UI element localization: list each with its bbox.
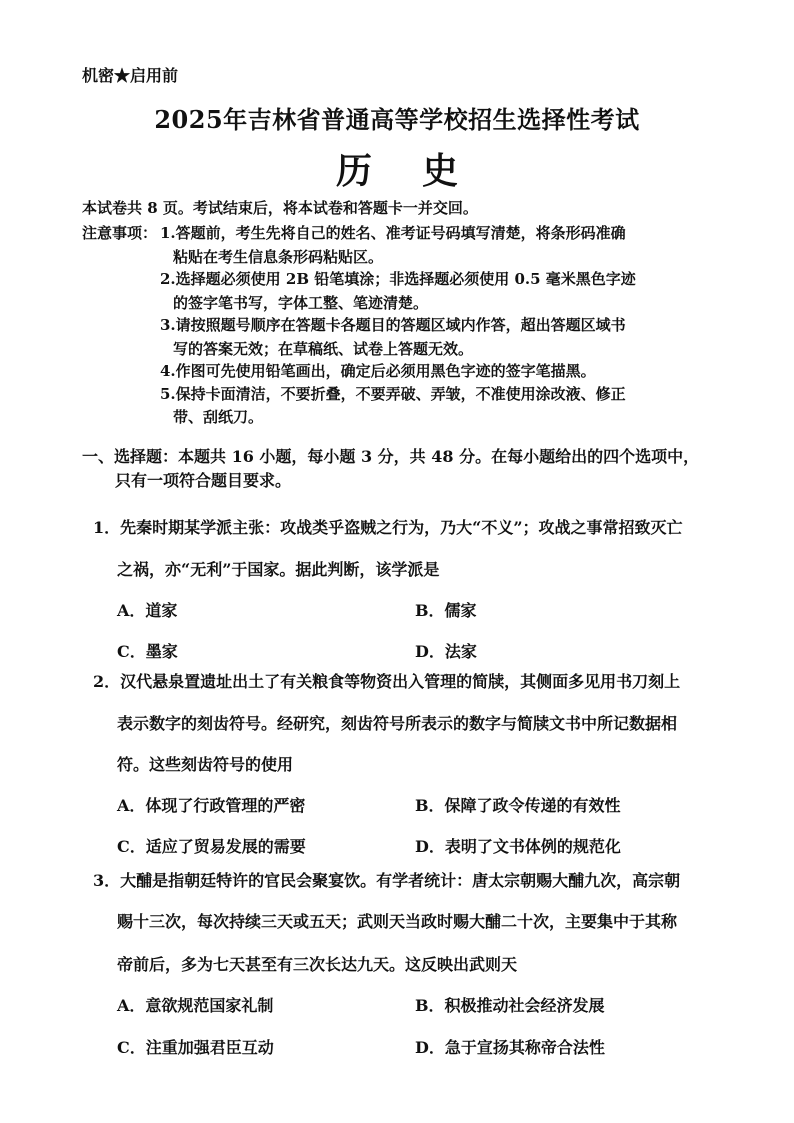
exam-title: 2025年吉林省普通高等学校招生选择性考试: [154, 105, 640, 134]
question-1-stem: 1．先秦时期某学派主张：攻战类乎盗贼之行为，乃大“不义”；攻战之事常招致灭亡: [93, 518, 683, 537]
notice-line: 粘贴在考生信息条形码粘贴区。: [173, 248, 384, 266]
question-3-option-a[interactable]: A．意欲规范国家礼制: [117, 996, 274, 1015]
question-2-stem: 2．汉代悬泉置遗址出土了有关粮食等物资出入管理的简牍，其侧面多见用书刀刻上: [93, 672, 681, 691]
notice-line: 写的答案无效；在草稿纸、试卷上答题无效。: [173, 340, 474, 358]
notice-line: 的签字笔书写，字体工整、笔迹清楚。: [173, 294, 429, 312]
question-3-stem-cont: 赐十三次，每次持续三天或五天；武则天当政时赐大酺二十次，主要集中于其称: [117, 912, 678, 931]
question-3-stem: 3．大酺是指朝廷特许的官民会聚宴饮。有学者统计：唐太宗朝赐大酺九次，高宗朝: [93, 871, 681, 890]
exam-intro: 本试卷共 8 页。考试结束后，将本试卷和答题卡一并交回。: [82, 199, 478, 217]
notice-line: 4.作图可先使用铅笔画出，确定后必须用黑色字迹的签字笔描黑。: [160, 362, 596, 380]
notice-line: 1.答题前，考生先将自己的姓名、准考证号码填写清楚，将条形码准确: [160, 224, 626, 242]
question-2-option-a[interactable]: A．体现了行政管理的严密: [117, 796, 306, 815]
confidential-mark: 机密★启用前: [82, 66, 179, 85]
notice-line: 带、刮纸刀。: [173, 408, 264, 426]
question-1-option-c[interactable]: C．墨家: [117, 642, 178, 661]
question-1-option-a[interactable]: A．道家: [117, 601, 178, 620]
section-heading-cont: 只有一项符合题目要求。: [115, 471, 292, 490]
question-2-option-c[interactable]: C．适应了贸易发展的需要: [117, 837, 306, 856]
question-3-option-b[interactable]: B．积极推动社会经济发展: [415, 996, 605, 1015]
notice-line: 5.保持卡面清洁，不要折叠，不要弄破、弄皱，不准使用涂改液、修正: [160, 385, 626, 403]
question-2-option-b[interactable]: B．保障了政令传递的有效性: [415, 796, 621, 815]
question-3-stem-cont: 帝前后，多为七天甚至有三次长达九天。这反映出武则天: [117, 955, 518, 974]
question-1-option-d[interactable]: D．法家: [415, 642, 477, 661]
notice-line: 3.请按照题号顺序在答题卡各题目的答题区域内作答，超出答题区域书: [160, 316, 626, 334]
question-2-stem-cont: 表示数字的刻齿符号。经研究，刻齿符号所表示的数字与简牍文书中所记数据相: [117, 714, 678, 733]
notice-label: 注意事项：: [82, 224, 158, 242]
subject-title: 历史: [335, 150, 508, 192]
question-2-stem-cont: 符。这些刻齿符号的使用: [117, 755, 294, 774]
section-heading: 一、选择题：本题共 16 小题，每小题 3 分，共 48 分。在每小题给出的四个选项中，: [82, 447, 700, 466]
question-3-option-c[interactable]: C．注重加强君臣互动: [117, 1038, 274, 1057]
question-3-option-d[interactable]: D．急于宣扬其称帝合法性: [415, 1038, 605, 1057]
question-2-option-d[interactable]: D．表明了文书体例的规范化: [415, 837, 621, 856]
notice-line: 2.选择题必须使用 2B 铅笔填涂；非选择题必须使用 0.5 毫米黑色字迹: [160, 270, 636, 288]
question-1-option-b[interactable]: B．儒家: [415, 601, 477, 620]
question-1-stem-cont: 之祸，亦“无利”于国家。据此判断，该学派是: [117, 560, 440, 579]
